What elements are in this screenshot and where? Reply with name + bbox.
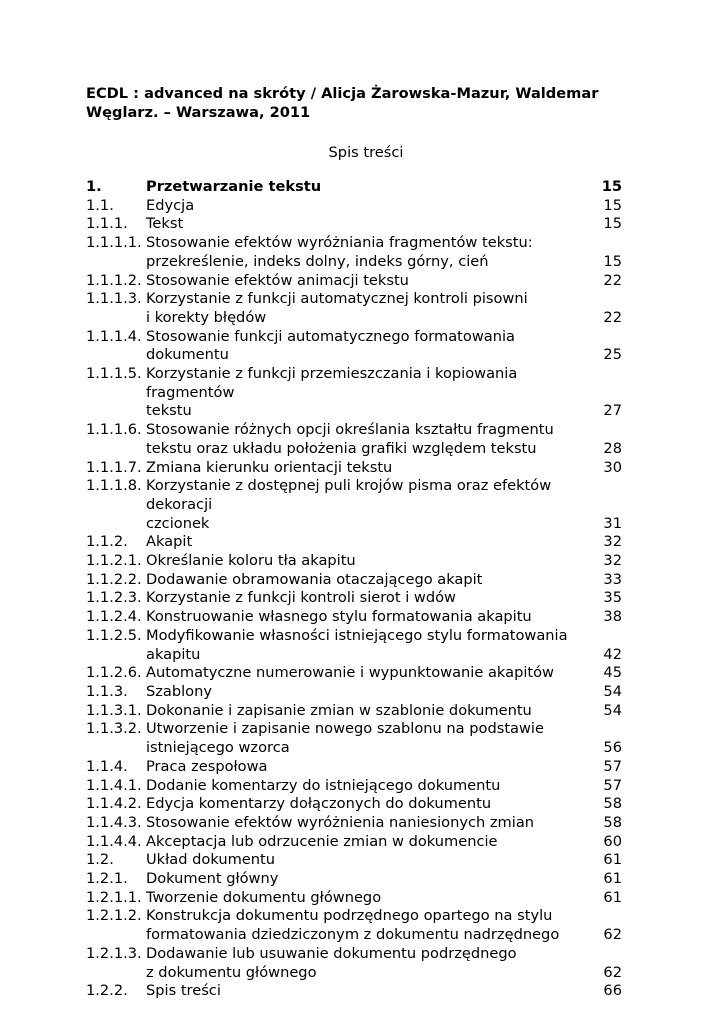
toc-entry-title: Stosowanie funkcji automatycznego formatowania dokumentu	[146, 327, 515, 364]
toc-entry-number: 1.1.1.3.	[86, 290, 142, 308]
toc-entry-page: 33	[603, 570, 622, 588]
toc-entry-title: Dodawanie lub usuwanie dokumentu podrzędnego z dokumentu głównego	[146, 944, 517, 981]
toc-entry-page: 61	[603, 888, 622, 906]
toc-entry-number: 1.1.4.4.	[86, 832, 142, 850]
toc-entry-number: 1.1.2.1.	[86, 552, 142, 570]
toc-entry-page: 57	[603, 757, 622, 775]
toc-entry-page: 22	[603, 308, 622, 326]
toc-entry-number: 1.1.1.	[86, 215, 128, 233]
toc-entry-number: 1.1.1.2.	[86, 271, 142, 289]
toc-entry-number: 1.1.4.2.	[86, 795, 142, 813]
toc-entry	[86, 608, 622, 627]
toc-entry-page: 62	[603, 963, 622, 981]
toc-entry-page: 15	[603, 215, 622, 233]
toc-entry-title: Modyfikowanie własności istniejącego stylu formatowania akapitu	[146, 626, 568, 663]
toc-entry-page: 35	[603, 589, 622, 607]
toc-entry-title: Praca zespołowa	[146, 757, 268, 775]
toc-entry-title: Akceptacja lub odrzucenie zmian w dokumencie	[146, 832, 498, 850]
toc-entry-page: 32	[603, 552, 622, 570]
toc-entry	[86, 777, 622, 796]
toc-entry-page: 31	[603, 514, 622, 532]
toc-entry	[86, 889, 622, 908]
toc-entry	[86, 421, 622, 458]
toc-entry-number: 1.1.1.5.	[86, 365, 142, 383]
toc-entry-title: Stosowanie efektów animacji tekstu	[146, 271, 409, 289]
toc-entry-page: 15	[603, 252, 622, 270]
toc-entry-page: 57	[603, 776, 622, 794]
toc-entry-number: 1.1.3.	[86, 682, 128, 700]
toc-entry	[86, 552, 622, 571]
toc-entry-title: Stosowanie efektów wyróżniania fragmentów tekstu: przekreślenie, indeks dolny, indeks górny, cień	[146, 234, 533, 270]
toc-entry-number: 1.1.2.2.	[86, 570, 142, 588]
toc-entry-number: 1.	[86, 178, 102, 195]
toc-entry	[86, 683, 622, 702]
toc-entry-title: Akapit	[146, 533, 193, 551]
toc-entry-number: 1.1.2.	[86, 533, 128, 551]
toc-entry-number: 1.1.2.5.	[86, 626, 142, 644]
toc-entry-number: 1.1.2.3.	[86, 589, 142, 607]
toc-entry	[86, 178, 622, 197]
toc-entry-number: 1.1.2.6.	[86, 664, 142, 682]
toc-entry-page: 15	[603, 196, 622, 214]
toc-entry-page: 56	[603, 739, 622, 757]
toc-entry-title: Tworzenie dokumentu głównego	[146, 888, 382, 906]
toc-entry-title: Dodawanie obramowania otaczającego akapit	[146, 570, 483, 588]
toc-entry-number: 1.1.4.1.	[86, 776, 142, 794]
toc-entry-page: 25	[603, 346, 622, 364]
toc-entry-title: Dokonanie i zapisanie zmian w szablonie dokumentu	[146, 701, 532, 719]
toc-entry-number: 1.2.	[86, 851, 114, 869]
toc-entry	[86, 215, 622, 234]
toc-entry	[86, 234, 622, 271]
toc-entry-title: Utworzenie i zapisanie nowego szablonu na podstawie istniejącego wzorca	[146, 720, 544, 757]
toc-entry	[86, 627, 622, 664]
toc-entry	[86, 459, 622, 478]
toc-entry-title: Szablony	[146, 682, 212, 700]
toc-entry	[86, 272, 622, 291]
toc-entry-title: Stosowanie efektów wyróżnienia naniesionych zmian	[146, 813, 535, 831]
toc-entry-page: 60	[603, 832, 622, 850]
toc-entry	[86, 571, 622, 590]
toc-entry-number: 1.2.2.	[86, 982, 128, 1000]
toc-entry-page: 28	[603, 439, 622, 457]
toc-entry-title: Tekst	[146, 215, 184, 233]
toc-entry-number: 1.1.1.6.	[86, 421, 142, 439]
toc-entry-number: 1.1.4.3.	[86, 813, 142, 831]
toc-entry-number: 1.1.1.1.	[86, 234, 142, 252]
toc-entry-page: 58	[603, 795, 622, 813]
toc-entry-page: 22	[603, 271, 622, 289]
toc-entry-title: Zmiana kierunku orientacji tekstu	[146, 458, 393, 476]
toc-entry-title: Edycja	[146, 196, 195, 214]
toc-entry	[86, 720, 622, 757]
toc-entry-title: Stosowanie różnych opcji określania kształtu fragmentu tekstu oraz układu położenia grafiki względem tekstu	[146, 421, 554, 457]
toc-entry-number: 1.2.1.	[86, 870, 128, 888]
toc-entry-title: Korzystanie z dostępnej puli krojów pisma oraz efektów dekoracji czcionek	[146, 477, 552, 532]
toc-entry-title: Korzystanie z funkcji przemieszczania i kopiowania fragmentów tekstu	[146, 365, 518, 420]
toc-entry-title: Przetwarzanie tekstu	[146, 178, 322, 195]
toc-entry-page: 15	[601, 178, 622, 195]
toc-entry-number: 1.1.1.4.	[86, 327, 142, 345]
toc-entry-number: 1.1.2.4.	[86, 608, 142, 626]
toc-entry-number: 1.1.1.8.	[86, 477, 142, 495]
toc-entry-title: Dodanie komentarzy do istniejącego dokumentu	[146, 776, 501, 794]
toc-entry	[86, 758, 622, 777]
toc-entry-number: 1.1.4.	[86, 757, 128, 775]
toc-entry-title: Konstruowanie własnego stylu formatowania akapitu	[146, 608, 532, 626]
toc-entry-title: Edycja komentarzy dołączonych do dokumentu	[146, 795, 492, 813]
toc-entry-number: 1.1.1.7.	[86, 458, 142, 476]
toc-entry-page: 66	[603, 982, 622, 1000]
toc-entry-title: Spis treści	[146, 982, 221, 1000]
toc-entry-page: 45	[603, 664, 622, 682]
toc-entry-page: 61	[603, 851, 622, 869]
toc-entry-title: Automatyczne numerowanie i wypunktowanie akapitów	[146, 664, 554, 682]
toc-entry-page: 61	[603, 870, 622, 888]
toc-entry-title: Dokument główny	[146, 870, 279, 888]
toc-entry-page: 54	[603, 682, 622, 700]
toc-entry	[86, 833, 622, 852]
toc-entry-page: 32	[603, 533, 622, 551]
toc-entry-title: Określanie koloru tła akapitu	[146, 552, 356, 570]
toc-entry	[86, 477, 622, 533]
toc-entry	[86, 290, 622, 327]
table-of-contents	[86, 178, 622, 1001]
toc-entry-page: 62	[603, 926, 622, 944]
toc-entry	[86, 533, 622, 552]
toc-entry-title: Konstrukcja dokumentu podrzędnego opartego na stylu formatowania dziedziczonym z dokumentu nadrzędnego	[146, 907, 560, 944]
toc-entry-number: 1.1.3.2.	[86, 720, 142, 738]
toc-entry-title: Układ dokumentu	[146, 851, 275, 869]
toc-entry-number: 1.1.3.1.	[86, 701, 142, 719]
toc-entry-page: 27	[603, 402, 622, 420]
toc-entry	[86, 702, 622, 721]
toc-entry-page: 42	[603, 645, 622, 663]
toc-entry-title: Korzystanie z funkcji automatycznej kontroli pisowni i korekty błędów	[146, 290, 528, 326]
document-title: ECDL : advanced na skróty / Alicja Żarowska-Mazur, Waldemar Węglarz. – Warszawa, 2011	[86, 85, 599, 121]
toc-entry-title: Korzystanie z funkcji kontroli sierot i wdów	[146, 589, 456, 607]
toc-entry	[86, 851, 622, 870]
toc-entry	[86, 945, 622, 982]
toc-entry-page: 58	[603, 813, 622, 831]
toc-entry	[86, 982, 622, 1001]
toc-entry-page: 38	[603, 608, 622, 626]
toc-entry-page: 30	[603, 458, 622, 476]
toc-entry-number: 1.2.1.3.	[86, 944, 142, 962]
toc-entry	[86, 589, 622, 608]
toc-entry-number: 1.2.1.2.	[86, 907, 142, 925]
toc-entry	[86, 814, 622, 833]
toc-entry	[86, 795, 622, 814]
toc-entry-page: 54	[603, 701, 622, 719]
toc-entry	[86, 870, 622, 889]
toc-entry	[86, 328, 622, 365]
toc-entry-number: 1.1.	[86, 196, 114, 214]
toc-heading: Spis treści	[328, 144, 404, 161]
toc-entry	[86, 365, 622, 421]
toc-entry	[86, 197, 622, 216]
toc-entry	[86, 664, 622, 683]
toc-entry-number: 1.2.1.1.	[86, 888, 142, 906]
toc-entry	[86, 907, 622, 944]
